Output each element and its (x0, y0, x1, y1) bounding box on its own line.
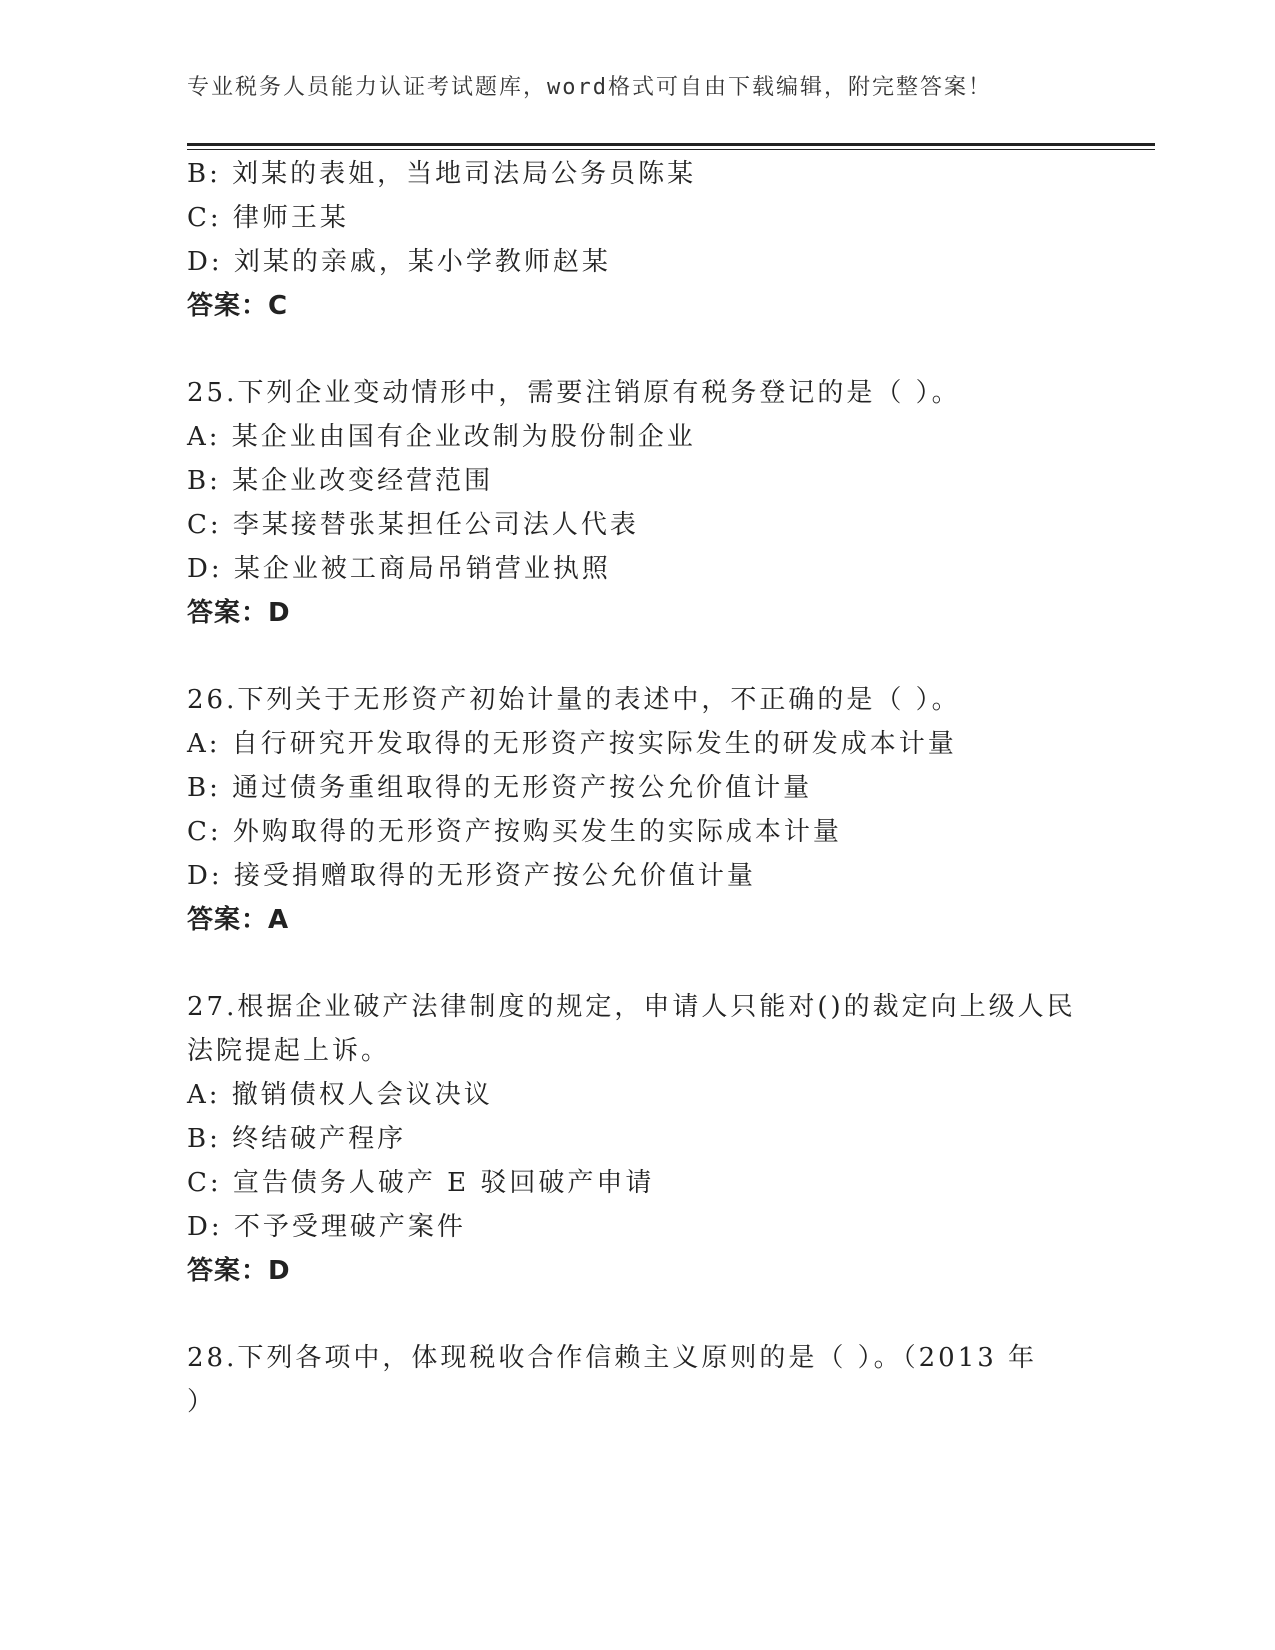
q27-answer: 答案：D (187, 1256, 291, 1286)
q28-stem-line2: ） (187, 1387, 217, 1417)
q27-option-b: B: 终结破产程序 (187, 1124, 407, 1154)
q24-option-d: D: 刘某的亲戚，某小学教师赵某 (187, 247, 611, 277)
q25-stem: 25.下列企业变动情形中，需要注销原有税务登记的是（ ）。 (187, 378, 961, 408)
q25-option-a: A: 某企业由国有企业改制为股份制企业 (187, 422, 696, 452)
q25-option-d: D: 某企业被工商局吊销营业执照 (187, 554, 611, 584)
q27-option-a: A: 撤销债权人会议决议 (187, 1080, 493, 1110)
q28-stem-line1: 28.下列各项中，体现税收合作信赖主义原则的是（ ）。（2013 年 (187, 1343, 1038, 1373)
q25-option-c: C: 李某接替张某担任公司法人代表 (187, 510, 639, 540)
q26-stem: 26.下列关于无形资产初始计量的表述中，不正确的是（ ）。 (187, 685, 961, 715)
q27-stem-line2: 法院提起上诉。 (187, 1036, 391, 1066)
q26-answer: 答案：A (187, 905, 290, 935)
q27-option-c: C: 宣告债务人破产 E 驳回破产申请 (187, 1168, 655, 1198)
q24-option-b: B: 刘某的表姐，当地司法局公务员陈某 (187, 159, 697, 189)
q27-stem-line1: 27.根据企业破产法律制度的规定，申请人只能对()的裁定向上级人民 (187, 992, 1076, 1022)
q26-option-c: C: 外购取得的无形资产按购买发生的实际成本计量 (187, 817, 842, 847)
q24-answer: 答案：C (187, 291, 289, 321)
q25-option-b: B: 某企业改变经营范围 (187, 466, 494, 496)
q27-option-d: D: 不予受理破产案件 (187, 1212, 466, 1242)
q26-option-d: D: 接受捐赠取得的无形资产按公允价值计量 (187, 861, 756, 891)
header-rule (187, 143, 1155, 146)
q24-option-c: C: 律师王某 (187, 203, 349, 233)
q26-option-b: B: 通过债务重组取得的无形资产按公允价值计量 (187, 773, 813, 803)
header-rule-thin (187, 149, 1155, 150)
q26-option-a: A: 自行研究开发取得的无形资产按实际发生的研发成本计量 (187, 729, 957, 759)
page-header: 专业税务人员能力认证考试题库，word格式可自由下载编辑，附完整答案！ (187, 75, 992, 100)
q25-answer: 答案：D (187, 598, 291, 628)
